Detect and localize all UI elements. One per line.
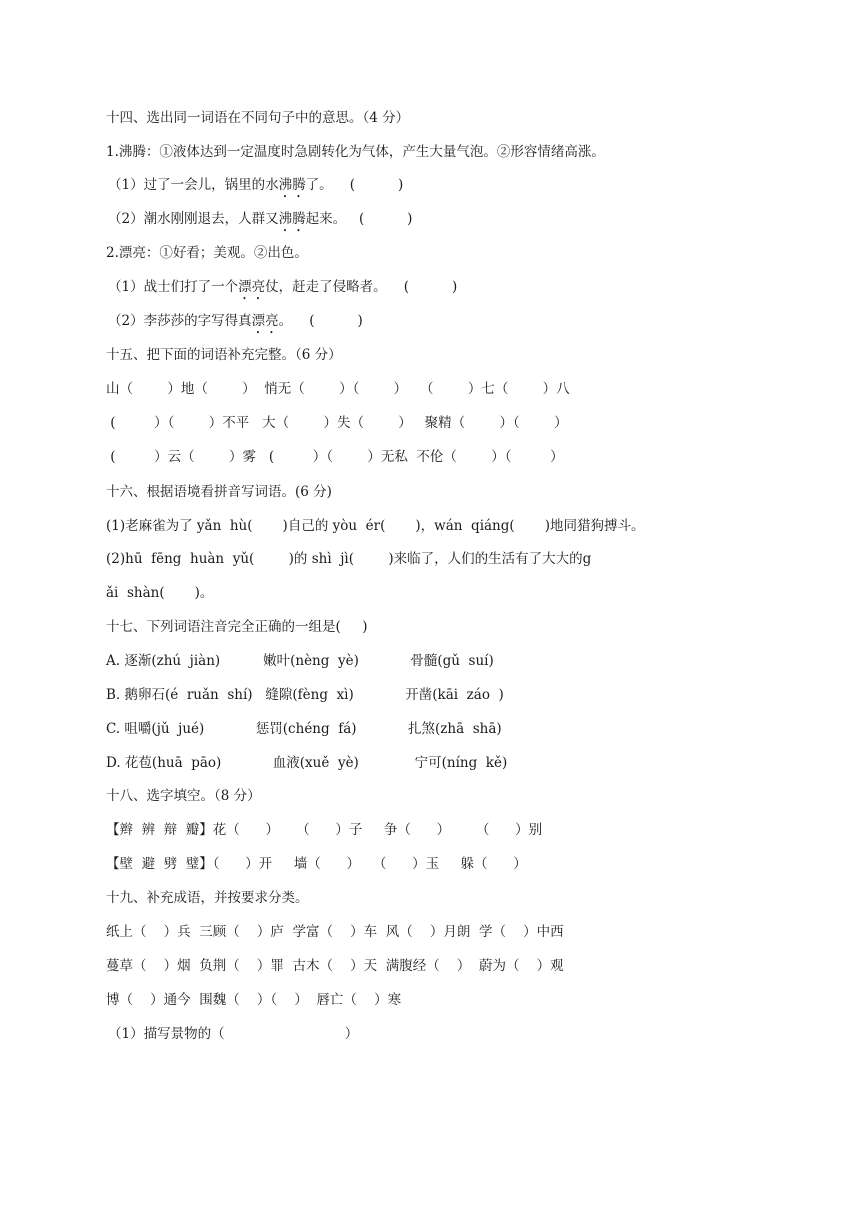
s19-row-1: 纸上（ ）兵 三顾（ ）庐 学富（ ）车 风（ ）月朗 学（ ）中西 [106, 924, 564, 940]
s17-option-c: C. 咀嚼(jǔ jué) 惩罚(chéng fá) 扎煞(zhā shā) [106, 721, 502, 737]
section-15-title: 十五、把下面的词语补充完整。（6 分） [106, 347, 342, 363]
q2-definition: 2.漂亮：①好看；美观。②出色。 [106, 245, 308, 261]
s17-option-d: D. 花苞(huā pāo) 血液(xuě yè) 宁可(níng kě) [106, 755, 508, 771]
q1-sentence-b: （2）潮水刚刚退去，人群又沸腾起来。 ( ) [108, 211, 413, 227]
q1-definition: 1.沸腾：①液体达到一定温度时急剧转化为气体，产生大量气泡。②形容情绪高涨。 [106, 144, 605, 160]
s16-line-2: (2)hū fēng huàn yǔ( )的 shì jì( )来临了，人们的生活有了大大的g [106, 551, 592, 567]
s18-row-2: 【壁 避 劈 璧】（ ）开 墙（ ） （ ）玉 躲（ ） [106, 856, 527, 872]
section-14-title: 十四、选出同一词语在不同句子中的意思。（4 分） [106, 110, 410, 126]
s15-row-3: ( ）云（ ）雾 ( ）（ ）无私 不伦（ ）（ ） [106, 449, 564, 465]
s19-row-2: 蔓草（ ）烟 负荆（ ）罪 古木（ ）天 满腹经（ ） 蔚为（ ）观 [106, 958, 564, 974]
s17-option-a: A. 逐渐(zhú jiàn) 嫩叶(nèng yè) 骨髓(gǔ suí) [106, 653, 494, 669]
q2-sentence-a: （1）战士们打了一个漂亮仗，赶走了侵略者。 ( ) [108, 279, 458, 295]
section-17-title: 十七、下列词语注音完全正确的一组是( ) [106, 619, 368, 635]
section-16-title: 十六、根据语境看拼音写词语。(6 分) [106, 484, 332, 500]
s19-row-3: 博（ ）通今 围魏（ ）（ ） 唇亡（ ）寒 [106, 992, 402, 1008]
s15-row-1: 山（ ）地（ ） 悄无（ ）（ ） （ ）七（ ）八 [106, 381, 570, 397]
s15-row-2: ( ）（ ）不平 大（ ）失（ ） 聚精（ ）（ ） [106, 415, 568, 431]
s16-line-1: (1)老麻雀为了 yǎn hù( )自己的 yòu ér( )，wán qiáng( )地同猎狗搏斗。 [106, 518, 645, 534]
s17-option-b: B. 鹅卵石(é ruǎn shí) 缝隙(fèng xì) 开凿(kāi záo ) [106, 687, 504, 703]
s18-row-1: 【辫 辨 辩 瓣】花（ ） （ ）子 争（ ） （ ）别 [106, 822, 543, 838]
s16-line-3: ǎi shàn( )。 [106, 585, 214, 601]
section-19-title: 十九、补充成语，并按要求分类。 [106, 890, 309, 906]
s19-question-1: （1）描写景物的（ ） [108, 1026, 359, 1042]
q2-sentence-b: （2）李莎莎的字写得真漂亮。 ( ) [108, 313, 363, 329]
q1-sentence-a: （1）过了一会儿，锅里的水沸腾了。 ( ) [108, 177, 404, 193]
section-18-title: 十八、选字填空。（8 分） [106, 788, 261, 804]
